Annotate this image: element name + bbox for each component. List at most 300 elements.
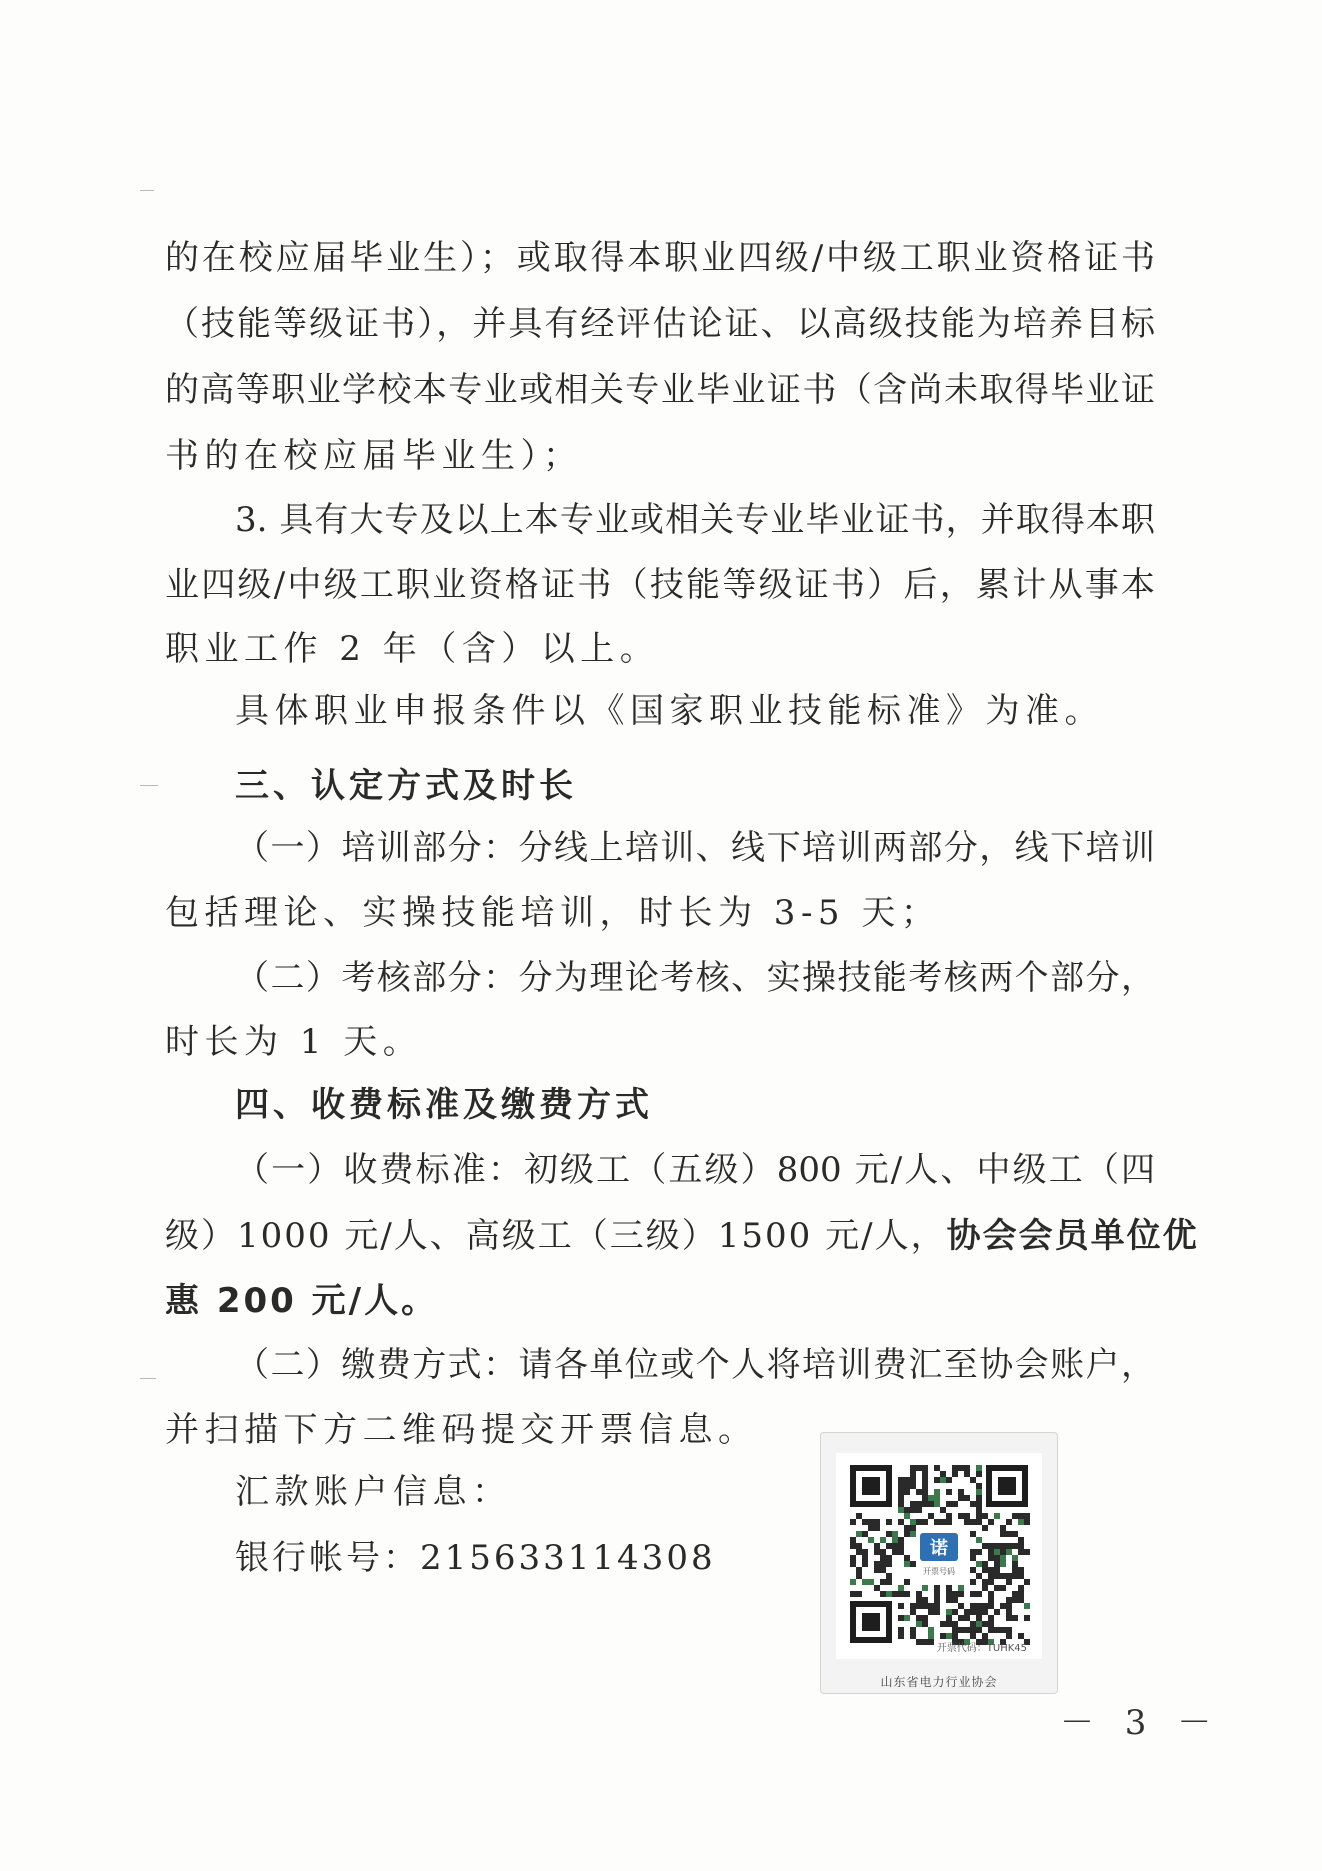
qr-module [946, 1519, 952, 1525]
qr-module [976, 1561, 982, 1567]
qr-module [946, 1477, 952, 1483]
qr-module [886, 1555, 892, 1561]
qr-module [868, 1579, 874, 1585]
qr-center-logo: 诺 [930, 1538, 948, 1559]
qr-module [946, 1621, 952, 1627]
scan-speck [140, 785, 158, 786]
qr-module [988, 1579, 994, 1585]
paragraph-line: 的在校应届毕业生）；或取得本职业四级/中级工职业资格证书 [165, 238, 1155, 278]
qr-module [910, 1561, 916, 1567]
page-number: － 3 － [1060, 1703, 1222, 1743]
qr-module [1006, 1549, 1012, 1555]
qr-module [994, 1561, 1000, 1567]
qr-module [904, 1483, 910, 1489]
qr-module [922, 1639, 928, 1645]
qr-module [1018, 1543, 1024, 1549]
qr-module [898, 1489, 904, 1495]
qr-module [976, 1519, 982, 1525]
qr-module [964, 1519, 970, 1525]
qr-module [898, 1627, 904, 1633]
qr-module [856, 1531, 862, 1537]
qr-module [964, 1465, 970, 1471]
qr-module [928, 1513, 934, 1519]
qr-module [862, 1561, 868, 1567]
qr-module [952, 1621, 958, 1627]
paragraph-line: 具体职业申报条件以《国家职业技能标准》为准。 [235, 691, 1104, 731]
qr-module [946, 1615, 952, 1621]
qr-module [1012, 1531, 1018, 1537]
qr-module [910, 1609, 916, 1615]
qr-module [886, 1573, 892, 1579]
qr-module [934, 1585, 940, 1591]
qr-module [892, 1543, 898, 1549]
qr-module [892, 1537, 898, 1543]
paragraph-line: 并扫描下方二维码提交开票信息。 [165, 1410, 758, 1450]
qr-module [886, 1591, 892, 1597]
qr-module [880, 1567, 886, 1573]
qr-module [940, 1519, 946, 1525]
qr-module [1012, 1555, 1018, 1561]
qr-module [1018, 1513, 1024, 1519]
qr-module [952, 1597, 958, 1603]
qr-module [976, 1615, 982, 1621]
qr-module [958, 1513, 964, 1519]
qr-module [916, 1621, 922, 1627]
qr-module [958, 1585, 964, 1591]
qr-module [976, 1507, 982, 1513]
qr-module [970, 1501, 976, 1507]
paragraph-line: （一）收费标准：初级工（五级）800 元/人、中级工（四 [235, 1150, 1155, 1190]
qr-module [958, 1591, 964, 1597]
paragraph-line: 汇款账户信息： [235, 1472, 512, 1512]
qr-module [988, 1597, 994, 1603]
qr-module [928, 1603, 934, 1609]
qr-module [934, 1591, 940, 1597]
qr-module [988, 1555, 994, 1561]
qr-module [982, 1561, 988, 1567]
qr-module [898, 1477, 904, 1483]
qr-module [904, 1591, 910, 1597]
qr-module [916, 1489, 922, 1495]
qr-module [1000, 1555, 1006, 1561]
qr-module [976, 1471, 982, 1477]
qr-module [1018, 1519, 1024, 1525]
qr-module [1012, 1561, 1018, 1567]
qr-module [910, 1633, 916, 1639]
qr-module [916, 1603, 922, 1609]
qr-module [970, 1567, 976, 1573]
qr-module [1006, 1543, 1012, 1549]
qr-module [1012, 1513, 1018, 1519]
qr-module [1000, 1585, 1006, 1591]
qr-module [982, 1579, 988, 1585]
qr-module [988, 1567, 994, 1573]
qr-module [970, 1621, 976, 1627]
qr-module [934, 1603, 940, 1609]
qr-module [886, 1579, 892, 1585]
qr-module [1018, 1537, 1024, 1543]
qr-module [916, 1501, 922, 1507]
qr-module [850, 1591, 856, 1597]
qr-module [850, 1579, 856, 1585]
qr-module [988, 1519, 994, 1525]
qr-module [850, 1537, 856, 1543]
qr-module [1024, 1615, 1030, 1621]
qr-module [922, 1597, 928, 1603]
qr-module [934, 1501, 940, 1507]
paragraph-line: 职业工作 2 年（含）以上。 [165, 629, 660, 669]
qr-module [982, 1525, 988, 1531]
qr-module [952, 1501, 958, 1507]
qr-module [994, 1549, 1000, 1555]
qr-module [1006, 1531, 1012, 1537]
qr-module [898, 1603, 904, 1609]
qr-module [928, 1501, 934, 1507]
qr-module [880, 1579, 886, 1585]
member-discount-text: 协会会员单位优 [946, 1216, 1199, 1256]
qr-module [850, 1561, 856, 1567]
qr-module [982, 1513, 988, 1519]
paragraph-line: （一）培训部分：分线上培训、线下培训两部分，线下培训 [235, 828, 1155, 868]
qr-module [964, 1627, 970, 1633]
qr-module [922, 1615, 928, 1621]
qr-module [850, 1555, 856, 1561]
qr-module [886, 1561, 892, 1567]
qr-module [952, 1591, 958, 1597]
qr-module [946, 1513, 952, 1519]
qr-module [976, 1591, 982, 1597]
qr-module [976, 1537, 982, 1543]
qr-module [910, 1477, 916, 1483]
qr-module [1012, 1597, 1018, 1603]
qr-module [874, 1549, 880, 1555]
qr-module [958, 1627, 964, 1633]
qr-module [976, 1513, 982, 1519]
scan-speck [140, 1378, 156, 1379]
qr-module [970, 1579, 976, 1585]
qr-module [982, 1567, 988, 1573]
qr-module [934, 1489, 940, 1495]
qr-module [1024, 1603, 1030, 1609]
qr-module [976, 1483, 982, 1489]
qr-module [928, 1495, 934, 1501]
qr-module [880, 1549, 886, 1555]
qr-module [1000, 1549, 1006, 1555]
paragraph-line: 的高等职业学校本专业或相关专业毕业证书（含尚未取得毕业证 [165, 370, 1155, 410]
qr-module [988, 1627, 994, 1633]
qr-module [1006, 1573, 1012, 1579]
qr-module [988, 1615, 994, 1621]
qr-module [910, 1465, 916, 1471]
qr-module [1012, 1591, 1018, 1597]
qr-module [898, 1483, 904, 1489]
qr-module [874, 1543, 880, 1549]
qr-module [874, 1519, 880, 1525]
qr-module [874, 1525, 880, 1531]
qr-module [994, 1609, 1000, 1615]
qr-module [904, 1477, 910, 1483]
qr-module [1018, 1585, 1024, 1591]
qr-code[interactable] [848, 1463, 1030, 1645]
qr-module [862, 1531, 868, 1537]
qr-module [904, 1507, 910, 1513]
qr-module [880, 1555, 886, 1561]
qr-module [928, 1609, 934, 1615]
qr-module [970, 1477, 976, 1483]
qr-module [856, 1513, 862, 1519]
qr-module [1006, 1579, 1012, 1585]
paragraph-line: 包括理论、实操技能培训，时长为 3-5 天； [165, 893, 941, 933]
qr-module [940, 1471, 946, 1477]
qr-module [856, 1567, 862, 1573]
qr-module [1024, 1549, 1030, 1555]
qr-module [994, 1567, 1000, 1573]
qr-module [886, 1519, 892, 1525]
qr-module [1006, 1609, 1012, 1615]
qr-module [1024, 1519, 1030, 1525]
paragraph-line: 书的在校应届毕业生）； [165, 436, 583, 476]
qr-module [1012, 1573, 1018, 1579]
qr-module [988, 1621, 994, 1627]
qr-module [868, 1537, 874, 1543]
qr-module [982, 1621, 988, 1627]
paragraph-line: （二）考核部分：分为理论考核、实操技能考核两个部分， [235, 958, 1155, 998]
qr-module [934, 1519, 940, 1525]
qr-module [970, 1627, 976, 1633]
qr-module [970, 1549, 976, 1555]
qr-module [1018, 1597, 1024, 1603]
qr-module [946, 1609, 952, 1615]
qr-module [1006, 1519, 1012, 1525]
qr-module [958, 1495, 964, 1501]
qr-module [994, 1555, 1000, 1561]
qr-module [916, 1597, 922, 1603]
qr-module [952, 1471, 958, 1477]
bank-account-line: 银行帐号：215633114308 [235, 1538, 716, 1578]
qr-module [1012, 1543, 1018, 1549]
qr-module [976, 1573, 982, 1579]
qr-module [898, 1519, 904, 1525]
qr-module [892, 1591, 898, 1597]
qr-module [880, 1537, 886, 1543]
qr-module [958, 1489, 964, 1495]
qr-module [958, 1465, 964, 1471]
qr-module [994, 1543, 1000, 1549]
invoice-qr-card [820, 1432, 1058, 1694]
qr-module [898, 1495, 904, 1501]
qr-module [856, 1549, 862, 1555]
qr-module [1018, 1573, 1024, 1579]
qr-module [904, 1513, 910, 1519]
qr-module [946, 1489, 952, 1495]
qr-module [892, 1549, 898, 1555]
qr-module [874, 1561, 880, 1567]
qr-module [964, 1495, 970, 1501]
qr-module [994, 1585, 1000, 1591]
qr-module [976, 1549, 982, 1555]
qr-module [862, 1579, 868, 1585]
scan-speck [140, 190, 154, 191]
qr-module [1000, 1531, 1006, 1537]
qr-module [904, 1489, 910, 1495]
member-discount-text: 惠 200 元/人。 [165, 1281, 439, 1321]
qr-module [898, 1591, 904, 1597]
qr-module [1006, 1627, 1012, 1633]
qr-module [934, 1465, 940, 1471]
qr-module [904, 1525, 910, 1531]
qr-module [904, 1531, 910, 1537]
qr-module [952, 1627, 958, 1633]
qr-module [970, 1591, 976, 1597]
qr-module [910, 1483, 916, 1489]
qr-module [934, 1477, 940, 1483]
qr-module [862, 1519, 868, 1525]
qr-module [982, 1609, 988, 1615]
qr-module [970, 1531, 976, 1537]
qr-module [922, 1483, 928, 1489]
qr-module [928, 1633, 934, 1639]
qr-module [898, 1543, 904, 1549]
qr-module [916, 1615, 922, 1621]
qr-module [1006, 1597, 1012, 1603]
qr-module [910, 1603, 916, 1609]
qr-module [976, 1621, 982, 1627]
qr-module [868, 1519, 874, 1525]
qr-module [1000, 1627, 1006, 1633]
qr-module [964, 1513, 970, 1519]
qr-module [1000, 1561, 1006, 1567]
section-heading-3: 三、认定方式及时长 [235, 766, 577, 806]
qr-module [976, 1609, 982, 1615]
qr-module [988, 1603, 994, 1609]
qr-module [904, 1579, 910, 1585]
qr-module [970, 1519, 976, 1525]
qr-module [946, 1585, 952, 1591]
qr-module [922, 1501, 928, 1507]
qr-module [886, 1543, 892, 1549]
qr-module [940, 1621, 946, 1627]
qr-module [958, 1615, 964, 1621]
qr-module [934, 1609, 940, 1615]
qr-module [928, 1639, 934, 1645]
qr-module [970, 1609, 976, 1615]
paragraph-line: 时长为 1 天。 [165, 1022, 423, 1062]
qr-module [946, 1597, 952, 1603]
qr-module [1006, 1615, 1012, 1621]
qr-module [940, 1477, 946, 1483]
qr-module [898, 1615, 904, 1621]
qr-module [904, 1615, 910, 1621]
qr-module [928, 1627, 934, 1633]
qr-module [898, 1549, 904, 1555]
qr-module [958, 1603, 964, 1609]
qr-module [988, 1591, 994, 1597]
qr-module [934, 1495, 940, 1501]
qr-module [1024, 1579, 1030, 1585]
qr-module [916, 1519, 922, 1525]
qr-module [910, 1507, 916, 1513]
qr-module [970, 1603, 976, 1609]
qr-module [904, 1555, 910, 1561]
qr-module [916, 1591, 922, 1597]
qr-module [988, 1549, 994, 1555]
qr-module [850, 1519, 856, 1525]
qr-module [874, 1585, 880, 1591]
paragraph-line [165, 1216, 1199, 1256]
qr-module [1000, 1603, 1006, 1609]
qr-module [856, 1591, 862, 1597]
qr-module [994, 1627, 1000, 1633]
qr-module [994, 1513, 1000, 1519]
qr-module [1000, 1543, 1006, 1549]
qr-module [952, 1465, 958, 1471]
qr-module [862, 1555, 868, 1561]
qr-module [910, 1519, 916, 1525]
qr-module [898, 1501, 904, 1507]
qr-module [1012, 1615, 1018, 1621]
qr-module [898, 1633, 904, 1639]
paragraph-line: 3. 具有大专及以上本专业或相关专业毕业证书，并取得本职 [235, 500, 1155, 540]
qr-module [886, 1531, 892, 1537]
qr-module [856, 1543, 862, 1549]
qr-module [976, 1489, 982, 1495]
qr-module [880, 1561, 886, 1567]
qr-module [922, 1585, 928, 1591]
qr-center-sub: 开票号码 [923, 1567, 955, 1576]
paragraph-line: 业四级/中级工职业资格证书（技能等级证书）后，累计从事本 [165, 565, 1155, 605]
qr-module [976, 1495, 982, 1501]
section-heading-4: 四、收费标准及缴费方式 [235, 1085, 653, 1125]
qr-module [976, 1465, 982, 1471]
qr-module [940, 1507, 946, 1513]
qr-module [856, 1573, 862, 1579]
qr-module [862, 1549, 868, 1555]
qr-module [910, 1525, 916, 1531]
qr-module [904, 1561, 910, 1567]
qr-module [934, 1597, 940, 1603]
qr-module [922, 1489, 928, 1495]
qr-module [988, 1573, 994, 1579]
qr-module [964, 1609, 970, 1615]
qr-module [964, 1615, 970, 1621]
qr-module [922, 1621, 928, 1627]
qr-module [976, 1627, 982, 1633]
qr-module [910, 1531, 916, 1537]
qr-module [1024, 1513, 1030, 1519]
qr-module [970, 1555, 976, 1561]
qr-module [946, 1591, 952, 1597]
qr-module [1018, 1567, 1024, 1573]
qr-module [898, 1537, 904, 1543]
qr-module [880, 1591, 886, 1597]
qr-module [850, 1543, 856, 1549]
qr-module [964, 1471, 970, 1477]
qr-module [1012, 1567, 1018, 1573]
qr-module [946, 1501, 952, 1507]
qr-module [952, 1609, 958, 1615]
paragraph-line: （二）缴费方式：请各单位或个人将培训费汇至协会账户， [235, 1345, 1155, 1385]
qr-module [892, 1531, 898, 1537]
qr-module [916, 1639, 922, 1645]
qr-module [1006, 1603, 1012, 1609]
qr-module [922, 1519, 928, 1525]
qr-module [922, 1465, 928, 1471]
qr-module [910, 1471, 916, 1477]
qr-module [916, 1465, 922, 1471]
qr-caption: 山东省电力行业协会 [880, 1675, 998, 1689]
qr-module [868, 1525, 874, 1531]
qr-module [994, 1573, 1000, 1579]
